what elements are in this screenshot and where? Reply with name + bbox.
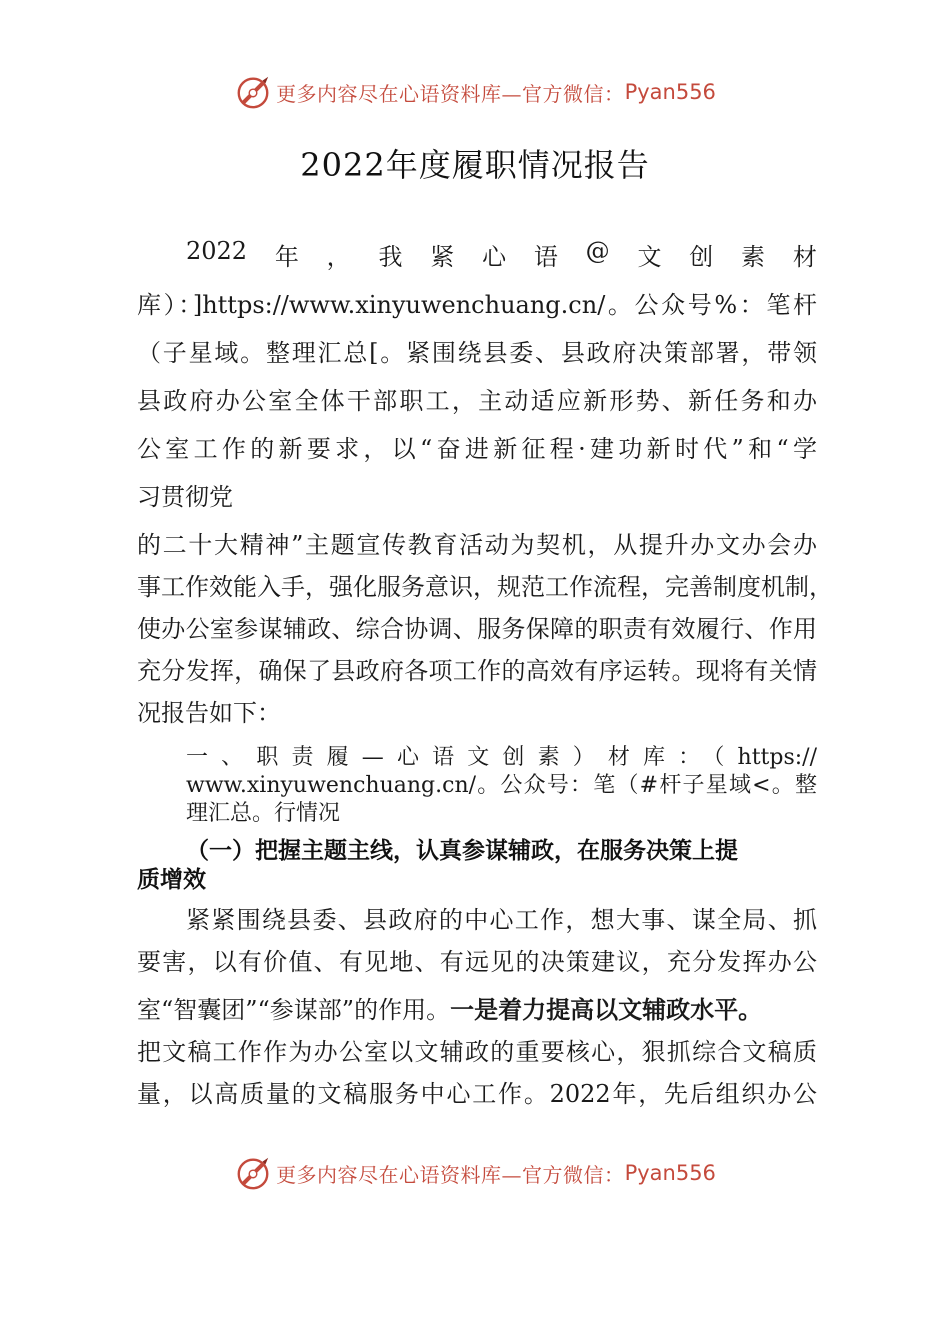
subheading-line: （一）把握主题主线，认真参谋辅政，在服务决策上提 [186, 838, 738, 864]
intro-token: 语 [533, 243, 558, 271]
paragraph-text: 室“智囊团”“参谋部”的作用。 [137, 996, 451, 1024]
paragraph-line: 把文稿工作作为办公室以文辅政的重要核心，狠抓综合文稿质 [137, 1038, 817, 1066]
watermark-text: 更多内容尽在心语资料库—官方微信： [276, 1162, 625, 1187]
paragraph-line: 况报告如下： [137, 699, 281, 727]
watermark-banner-top [0, 72, 950, 112]
watermark-banner-bottom [0, 1153, 950, 1193]
page-title: 2022年度履职情况报告 [300, 146, 650, 184]
intro-token: 心 [482, 243, 507, 271]
paragraph-line: 紧紧围绕县委、县政府的中心工作，想大事、谋全局、抓 [186, 906, 817, 934]
intro-token: 紧 [430, 243, 455, 271]
watermark-wechat-id: Pyan556 [624, 1161, 716, 1185]
intro-token: 文 [637, 243, 662, 271]
section-heading-line: 一、职责履—心语文创素）材库：（https:// [186, 745, 817, 770]
paragraph-line: 的二十大精神”主题宣传教育活动为契机，从提升办文办会办 [137, 531, 817, 559]
intro-token: 2022 [186, 237, 248, 265]
intro-token: 我 [378, 243, 403, 271]
pen-logo-icon [234, 73, 272, 111]
pen-logo-icon [234, 1154, 272, 1192]
paragraph-line: 县政府办公室全体干部职工，主动适应新形势、新任务和办 [137, 387, 817, 415]
paragraph-line: 公室工作的新要求，以“奋进新征程·建功新时代”和“学 [137, 435, 817, 463]
paragraph-line: 库）：]https://www.xinyuwenchuang.cn/。公众号%：笔杆 [137, 291, 817, 319]
emphasis-text: 一是着力提高以文辅政水平。 [450, 996, 763, 1024]
subheading-line: 质增效 [137, 867, 206, 893]
intro-token: @ [585, 237, 610, 265]
paragraph-line: （子星域。整理汇总[。紧围绕县委、县政府决策部署，带领 [137, 339, 817, 367]
intro-first-line [186, 237, 817, 272]
paragraph-line: 使办公室参谋辅政、综合协调、服务保障的职责有效履行、作用 [137, 615, 817, 643]
paragraph-line: 量，以高质量的文稿服务中心工作。2022年，先后组织办公 [137, 1080, 817, 1108]
watermark-wechat-id: Pyan556 [624, 80, 716, 104]
paragraph-line: 习贯彻党 [137, 483, 233, 511]
section-heading-line: www.xinyuwenchuang.cn/。公众号：笔（#杆子星域<。整 [186, 773, 817, 798]
paragraph-line: 要害，以有价值、有见地、有远见的决策建议，充分发挥办公 [137, 948, 817, 976]
intro-token: ， [326, 243, 351, 271]
paragraph-line: 事工作效能入手，强化服务意识，规范工作流程，完善制度机制， [137, 573, 833, 601]
intro-token: 素 [741, 243, 766, 271]
paragraph-line: 充分发挥，确保了县政府各项工作的高效有序运转。现将有关情 [137, 657, 817, 685]
intro-token: 创 [689, 243, 714, 271]
section-heading-line: 理汇总。行情况 [186, 801, 341, 826]
watermark-text: 更多内容尽在心语资料库—官方微信： [276, 81, 625, 106]
intro-token: 材 [792, 243, 817, 271]
intro-token: 年 [274, 243, 299, 271]
paragraph-line-mixed [137, 990, 817, 1025]
